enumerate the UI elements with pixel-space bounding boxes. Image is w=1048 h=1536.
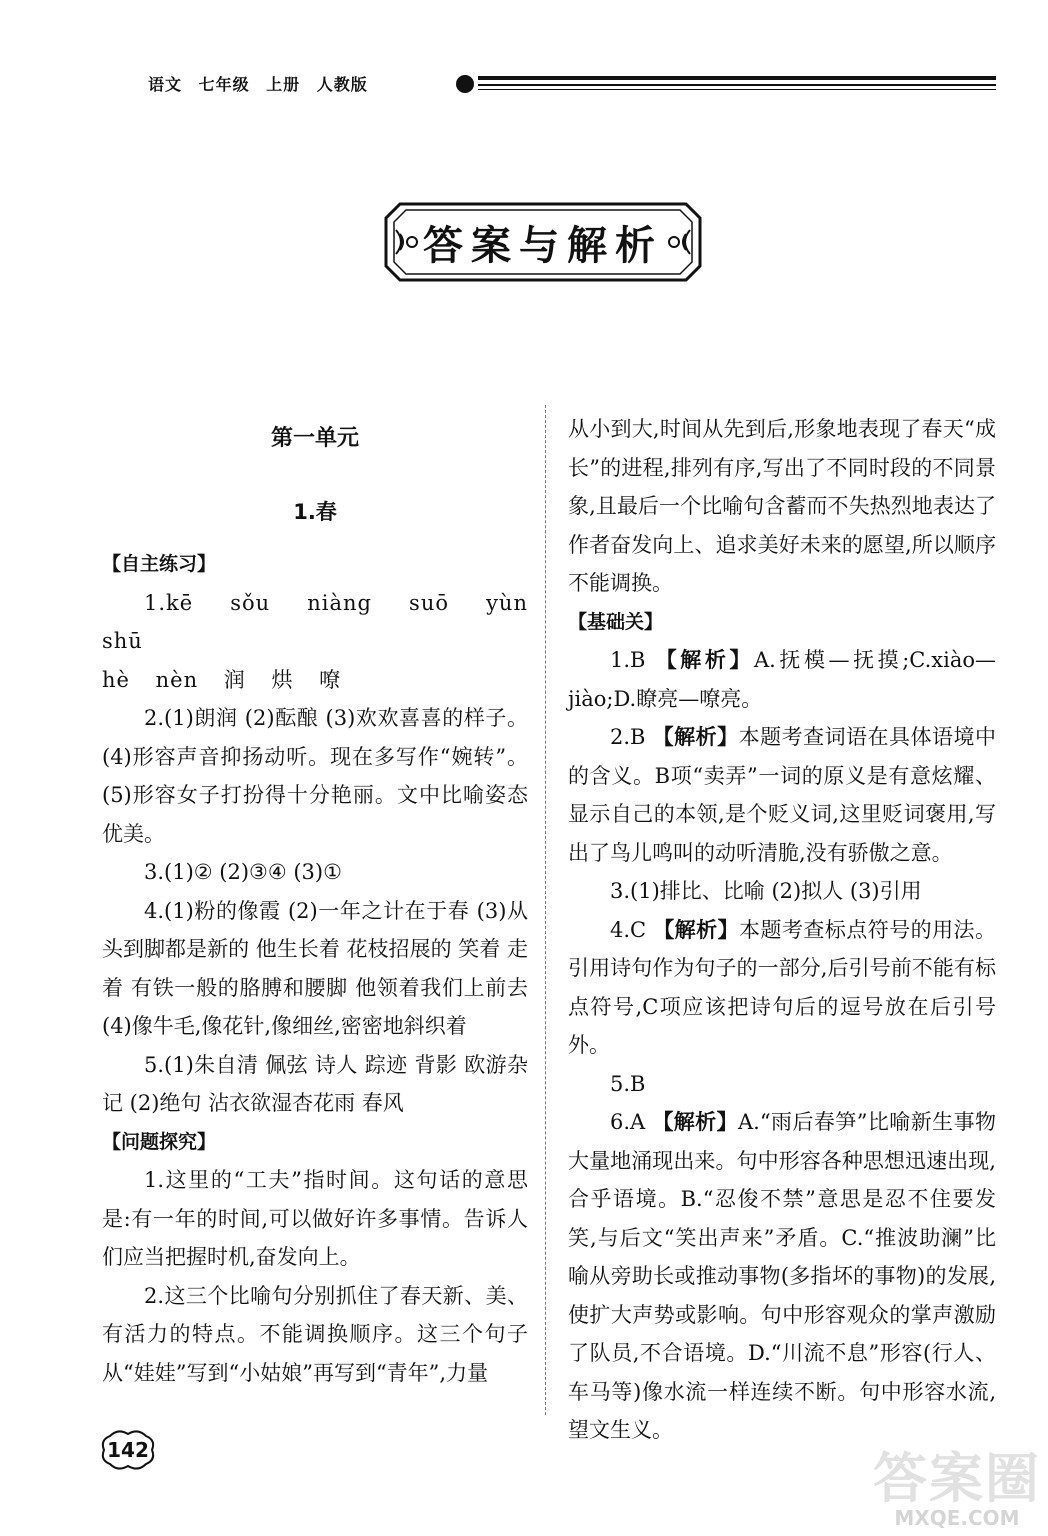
column-divider [545, 405, 546, 1415]
unit-title: 第一单元 [270, 426, 359, 451]
answer-choice: 1.B [610, 648, 656, 672]
answer-item [568, 1103, 996, 1450]
analysis-text: 本题考查标点符号的用法。引用诗句作为句子的一部分,后引号前不能有标点符号,C项应该把诗句后的逗号放在后引号外。 [568, 917, 997, 1057]
answer-choice: 6.A [610, 1110, 653, 1134]
answer-item: 2.这三个比喻句分别抓住了春天新、美、有活力的特点。不能调换顺序。这三个句子从“娃娃”写到“小姑娘”再写到“青年”,力量 [102, 1283, 528, 1385]
answer-item: 3.(1)排比、比喻 (2)拟人 (3)引用 [610, 879, 922, 903]
analysis-label: 【解析】 [652, 1110, 739, 1134]
page-number [100, 1428, 156, 1472]
page-number-text: 142 [107, 1438, 149, 1462]
analysis-label: 【解析】 [652, 725, 739, 749]
lesson-title: 1.春 [293, 499, 337, 524]
header-rule [478, 89, 996, 90]
analysis-label: 【解析】 [655, 648, 754, 672]
answer-item [568, 911, 996, 1065]
answer-item: hè nèn 润 烘 嘹 [102, 667, 342, 692]
answer-item: 4.(1)粉的像霞 (2)一年之计在于春 (3)从头到脚都是新的 他生长着 花枝招展的 笑着 走着 有铁一般的胳膊和腰脚 他领着我们上前去 (4)像牛毛,像花针,像细丝,密密地斜织着 [102, 898, 528, 1038]
answer-choice: 2.B [610, 725, 653, 749]
section-heading: 【问题探究】 [102, 1130, 217, 1153]
answer-choice: 4.C [610, 917, 654, 942]
answer-item: 1.这里的“工夫”指时间。这句话的意思是:有一年的时间,可以做好许多事情。告诉人们应当把握时机,奋发向上。 [102, 1168, 528, 1269]
analysis-text: A.“雨后春笋”比喻新生事物大量地涌现出来。句中形容各种思想迅速出现,合乎语境。B.“忍俊不禁”意思是忍不住要发笑,与后文“笑出声来”矛盾。C.“推波助澜”比喻从旁助长或推动事物(多指坏的事物)的发展,使扩大声势或影响。句中形容观众的掌声激励了队员,不合语境。D.“川流不息”形容(行人、车马等)像水流一样连续不断。句中形容水流,望文生义。 [568, 1110, 997, 1442]
header-rule [478, 84, 996, 86]
title-banner [382, 200, 704, 284]
watermark [872, 1436, 1042, 1532]
answer-item: 5.B [610, 1071, 646, 1096]
answer-item: 5.(1)朱自清 佩弦 诗人 踪迹 背影 欧游杂记 (2)绝句 沾衣欲湿杏花雨 春风 [102, 1052, 528, 1115]
left-column [102, 410, 528, 1392]
header-rule [478, 76, 996, 80]
section-heading: 【自主练习】 [102, 553, 217, 575]
analysis-label: 【解析】 [653, 917, 740, 942]
analysis-text: A.抚模—抚摸;C.xiào—jiào;D.瞭亮—嘹亮。 [568, 648, 997, 711]
answer-item: 3.(1)② (2)③④ (3)① [144, 860, 342, 884]
page-title: 答案与解析 [423, 222, 663, 269]
section-heading: 【基础关】 [568, 610, 664, 633]
answer-item [568, 641, 996, 718]
page-header [0, 60, 1048, 110]
answer-item: 2.(1)朗润 (2)酝酿 (3)欢欢喜喜的样子。 (4)形容声音抑扬动听。现在多写作“婉转”。 (5)形容女子打扮得十分艳丽。文中比喻姿态优美。 [102, 706, 528, 846]
watermark-logo: 答案圈 [873, 1447, 1041, 1510]
answer-continuation: 从小到大,时间从先到后,形象地表现了春天“成长”的进程,排列有序,写出了不同时段的不同景象,且最后一个比喻句含蓄而不失热烈地表达了作者奋发向上、追求美好未来的愿望,所以顺序不能调换。 [568, 417, 996, 595]
answer-item: 1.kē sǒu niàng suō yùn shū [102, 590, 528, 653]
header-subject: 语文 七年级 上册 人教版 [148, 75, 368, 94]
analysis-text: 本题考查词语在具体语境中的含义。B项“卖弄”一词的原义是有意炫耀、显示自己的本领,是个贬义词,这里贬词褒用,写出了鸟儿鸣叫的动听清脆,没有骄傲之意。 [568, 725, 997, 865]
answer-item [568, 718, 996, 872]
right-column [568, 410, 996, 1450]
header-dot-icon [456, 75, 474, 93]
watermark-url: MXQE.COM [894, 1506, 1020, 1530]
